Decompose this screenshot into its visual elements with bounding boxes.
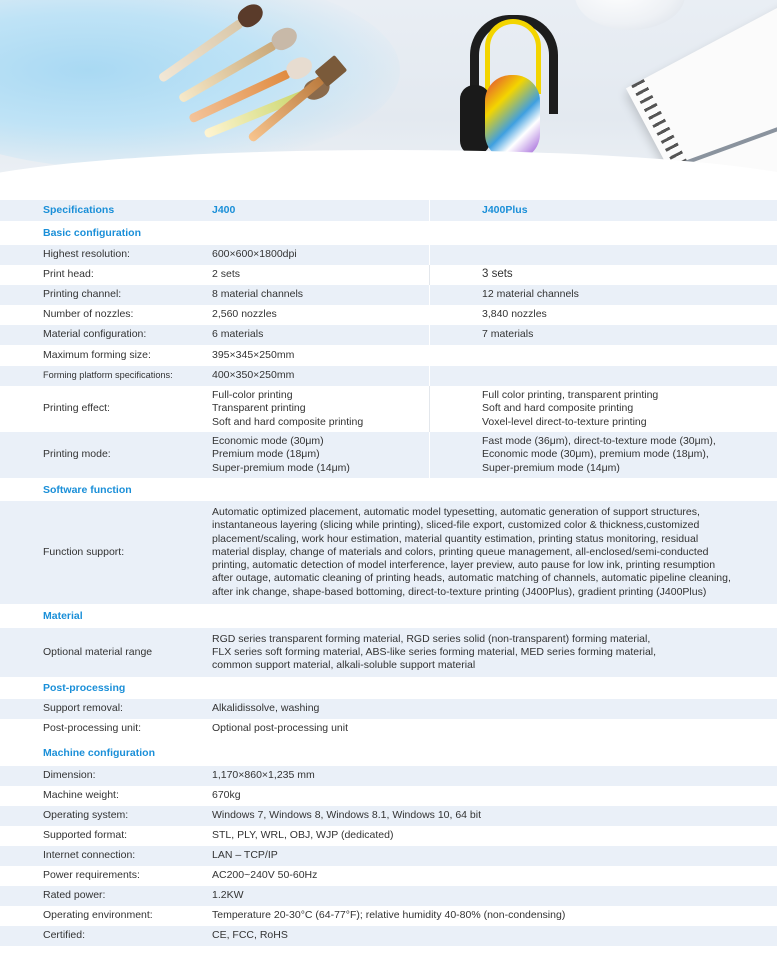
table-row (0, 719, 777, 739)
row-value-wide: Temperature 20-30°C (64-77°F); relative humidity 40-80% (non-condensing) (212, 909, 566, 922)
row-value-j400 (200, 386, 429, 432)
row-value-wide: LAN – TCP/IP (212, 849, 278, 862)
row-value-j400plus (429, 345, 777, 366)
table-row (0, 245, 777, 265)
row-label: Optional material range (43, 645, 153, 658)
value-line: placement/scaling, work hour estimation, material quantity estimation, printing status monitoring, residual (212, 532, 699, 545)
row-value-wide (200, 628, 777, 677)
row-value-j400plus (429, 432, 777, 478)
value-line: Fast mode (36μm), direct-to-texture mode (30μm), (482, 435, 716, 448)
row-label: Print head: (43, 268, 94, 281)
row-label: Rated power: (43, 889, 106, 902)
row-label: Number of nozzles: (43, 308, 134, 321)
table-row (0, 699, 777, 719)
hero-banner (0, 0, 777, 198)
row-label: Dimension: (43, 769, 96, 782)
section-software-function: Software function (43, 483, 132, 496)
row-value-j400plus (429, 245, 777, 265)
value-line: printing, automatic detection of model interference, layer preview, auto pause for low ink, printing resumption (212, 559, 716, 572)
table-row (0, 345, 777, 366)
header-model-j400: J400 (212, 203, 236, 216)
table-row (0, 846, 777, 866)
row-label: Operating environment: (43, 909, 153, 922)
value-line: RGD series transparent forming material, RGD series solid (non-transparent) forming material, (212, 632, 651, 645)
row-label: Printing channel: (43, 288, 122, 301)
specifications-table (0, 200, 777, 946)
table-row (0, 766, 777, 786)
value-line: after outage, automatic cleaning of printing heads, automatic matching of channels, automatic pipeline cleaning, (212, 572, 731, 585)
row-value-j400 (200, 432, 429, 478)
row-label: Internet connection: (43, 849, 136, 862)
value-line: Super-premium mode (14μm) (482, 461, 620, 474)
row-value-j400plus: 3,840 nozzles (429, 305, 777, 325)
row-value-wide: Optional post-processing unit (212, 722, 348, 735)
header-model-j400plus: J400Plus (429, 200, 777, 221)
row-label: Highest resolution: (43, 248, 130, 261)
value-line: material display, change of materials and colors, printing queue management, all-enclosed/semi-conducted (212, 545, 709, 558)
section-machine-configuration: Machine configuration (43, 746, 156, 759)
row-value-j400plus (429, 366, 777, 386)
row-value-j400: 2 sets (212, 268, 241, 281)
row-label: Function support: (43, 545, 125, 558)
value-line: after ink change, shape-based bottoming, direct-to-texture printing (J400Plus), gradient printing (J400Plus) (212, 585, 707, 598)
section-material: Material (43, 610, 83, 622)
value-line: Automatic optimized placement, automatic model typesetting, automatic generation of support structures, (212, 505, 700, 518)
row-label: Post-processing unit: (43, 722, 142, 735)
row-value-wide: 1.2KW (212, 889, 244, 902)
row-value-j400plus: 12 material channels (429, 285, 777, 305)
row-label: Power requirements: (43, 869, 140, 882)
row-value-wide: 1,170×860×1,235 mm (212, 769, 315, 782)
row-label: Printing effect: (43, 402, 110, 415)
table-row (0, 866, 777, 886)
row-value-wide: CE, FCC, RoHS (212, 929, 288, 942)
row-value-j400: 600×600×1800dpi (212, 248, 297, 261)
table-row (0, 432, 777, 478)
value-line: Transparent printing (212, 402, 306, 415)
row-label: Supported format: (43, 829, 128, 842)
row-label: Material configuration: (43, 328, 147, 341)
row-value-wide: AC200~240V 50-60Hz (212, 869, 318, 882)
row-value-wide (200, 501, 777, 604)
table-row (0, 906, 777, 926)
table-header-row (0, 200, 777, 221)
row-label: Maximum forming size: (43, 348, 151, 361)
makeup-brushes-image (150, 15, 350, 155)
row-value-j400: 8 material channels (212, 288, 304, 301)
row-value-j400plus (429, 386, 777, 432)
value-line: FLX series soft forming material, ABS-like series forming material, MED series forming material, (212, 645, 657, 658)
table-row (0, 826, 777, 846)
row-label: Operating system: (43, 809, 129, 822)
table-row (0, 628, 777, 677)
row-label: Machine weight: (43, 789, 119, 802)
row-value-j400: 2,560 nozzles (212, 308, 277, 321)
row-value-wide: 670kg (212, 789, 241, 802)
computer-mouse-image (575, 0, 685, 30)
table-row (0, 386, 777, 432)
row-value-j400: 395×345×250mm (212, 348, 295, 361)
value-line: instantaneous layering (slicing while printing), sliced-file export, customized color & thickness,customized (212, 519, 700, 532)
row-value-wide: Alkalidissolve, washing (212, 702, 320, 715)
value-line: Full color printing, transparent printing (482, 389, 659, 402)
row-label: Printing mode: (43, 448, 111, 461)
table-row (0, 265, 777, 285)
value-line: Economic mode (30μm), premium mode (18μm), (482, 448, 709, 461)
row-value-wide: Windows 7, Windows 8, Windows 8.1, Windows 10, 64 bit (212, 809, 482, 822)
table-row (0, 305, 777, 325)
row-label: Certified: (43, 929, 86, 942)
value-line: common support material, alkali-soluble support material (212, 659, 476, 672)
value-line: Soft and hard composite printing (482, 402, 634, 415)
row-label: Forming platform specifications: (43, 370, 173, 381)
row-value-wide: STL, PLY, WRL, OBJ, WJP (dedicated) (212, 829, 394, 842)
table-row (0, 926, 777, 946)
row-value-j400plus: 3 sets (429, 265, 777, 285)
value-line: Full-color printing (212, 389, 293, 402)
table-row (0, 806, 777, 826)
section-post-processing: Post-processing (43, 682, 126, 694)
value-line: Premium mode (18μm) (212, 448, 320, 461)
table-row (0, 325, 777, 345)
table-row (0, 366, 777, 386)
table-row (0, 285, 777, 305)
value-line: Voxel-level direct-to-texture printing (482, 415, 647, 428)
value-line: Economic mode (30μm) (212, 435, 324, 448)
row-value-j400: 400×350×250mm (212, 369, 295, 382)
row-value-j400: 6 materials (212, 328, 264, 341)
value-line: Super-premium mode (14μm) (212, 461, 350, 474)
table-row (0, 501, 777, 604)
value-line: Soft and hard composite printing (212, 415, 364, 428)
row-label: Support removal: (43, 702, 123, 715)
header-specifications: Specifications (43, 203, 115, 216)
table-row (0, 786, 777, 806)
table-row (0, 886, 777, 906)
row-value-j400plus: 7 materials (429, 325, 777, 345)
section-basic-configuration: Basic configuration (43, 227, 142, 239)
